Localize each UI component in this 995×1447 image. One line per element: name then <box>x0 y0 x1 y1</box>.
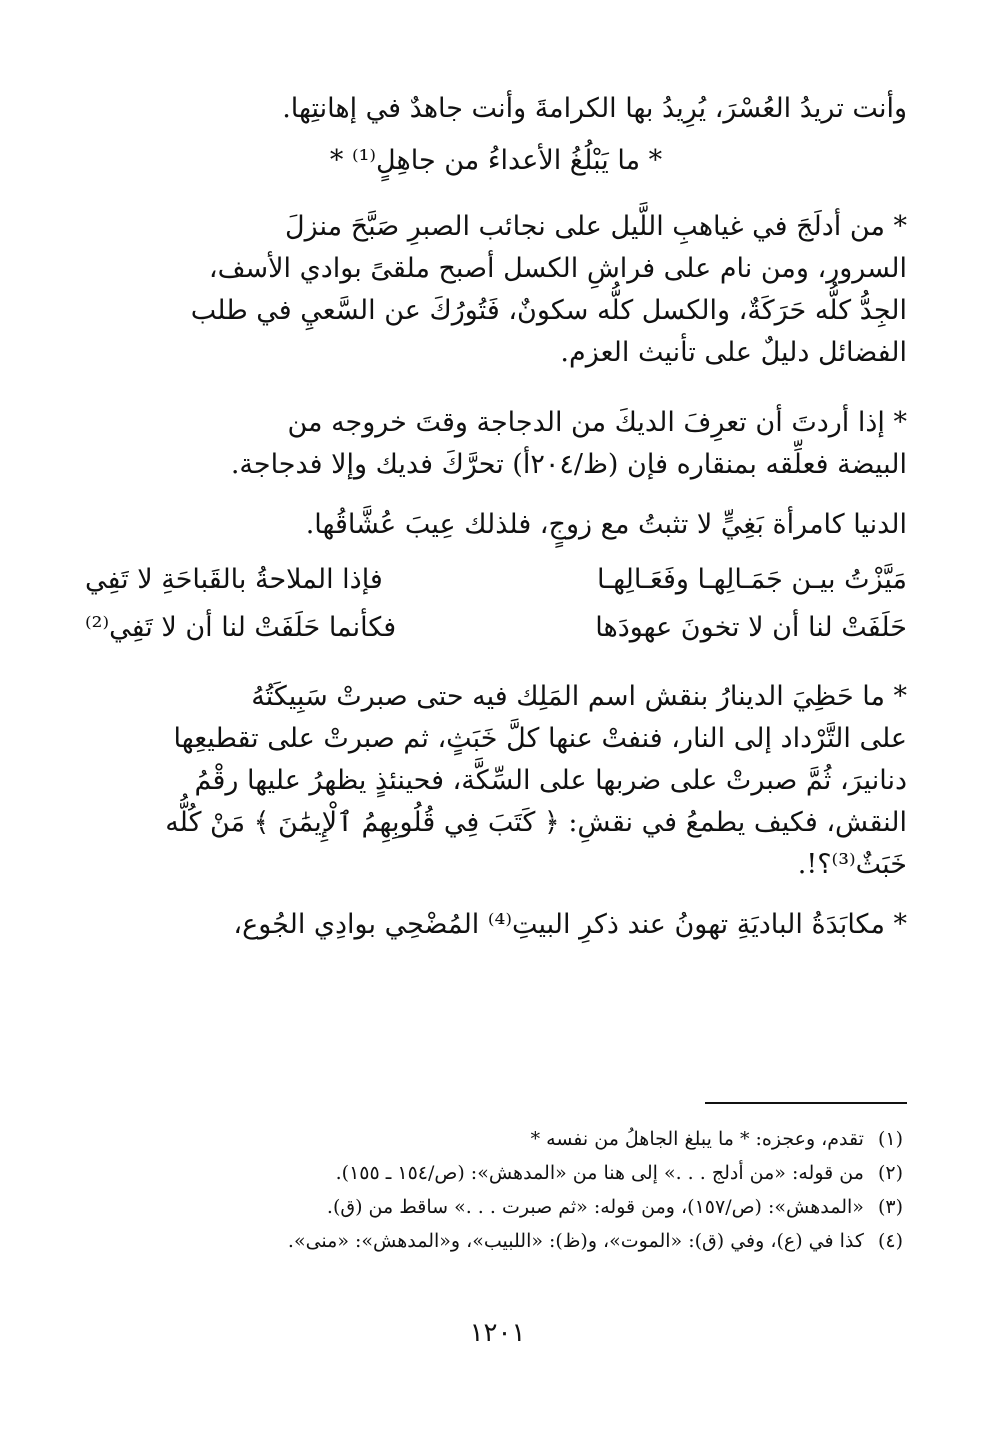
paragraph <box>85 504 907 546</box>
footnote <box>85 1190 903 1224</box>
footnote-number: (٢) <box>877 1162 903 1184</box>
text-line: * ما حَظِيَ الدينارُ بنقش اسم المَلِك فيه حتى صبرتْ سَبِيكَتُهُ <box>251 681 907 712</box>
text-line: وأنت تريدُ العُسْرَ، يُرِيدُ بها الكرامةَ وأنت جاهدٌ في إهانتِها. <box>282 93 907 124</box>
footnote-divider <box>705 1102 907 1104</box>
footnote-number: (٣) <box>877 1196 903 1218</box>
text-line: على التَّرْداد إلى النار، فنفتْ عنها كلَّ خَبَثٍ، ثم صبرتْ على تقطيعِها <box>173 723 907 754</box>
text-line: الجِدُّ كلُّه حَرَكَةٌ، والكسل كلُّه سكونٌ، فَتُورُكَ عن السَّعيِ في طلب <box>190 295 907 326</box>
verse-second-hemistich: فكأنما حَلَفَتْ لنا أن لا تَفِي⁽²⁾ <box>85 612 397 643</box>
poem <box>85 556 907 652</box>
footnote-text: من قوله: «من أدلج . . .» إلى هنا من «المدهش»: (ص/١٥٤ ـ ١٥٥). <box>335 1162 864 1184</box>
footnote-text: كذا في (ع)، وفي (ق): «الموت»، و(ظ): «اللبيب»، و«المدهش»: «منى». <box>287 1230 864 1252</box>
text-line: * مكابَدَةُ الباديَةِ تهونُ عند ذكرِ البيتِ⁽⁴⁾ المُضْحِي بوادِي الجُوع، <box>233 909 907 940</box>
verse <box>85 604 907 652</box>
text-line: النقش، فكيف يطمعُ في نقشِ: ﴿ كَتَبَ فِي قُلُوبِهِمُ ٱلْإِيمَٰنَ ﴾ مَنْ كُلُّه <box>165 807 907 838</box>
verse-first-hemistich: مَيَّزْتُ بيـن جَمَـالِهـا وفَعَـالِهـا <box>597 564 907 595</box>
footnote-text: «المدهش»: (ص/١٥٧)، ومن قوله: «ثم صبرت . . .» ساقط من (ق). <box>326 1196 864 1218</box>
text-line: * من أدلَجَ في غياهبِ اللَّيل على نجائب الصبرِ صَبَّحَ منزلَ <box>284 211 907 242</box>
footnote-text: تقدم، وعجزه: * ما يبلغ الجاهلُ من نفسه * <box>530 1128 864 1150</box>
verse-second-hemistich: فإذا الملاحةُ بالقَباحَةِ لا تَفِي <box>85 564 383 595</box>
text-line: الفضائل دليلٌ على تأنيث العزم. <box>560 337 907 368</box>
footnote <box>85 1122 903 1156</box>
paragraph <box>85 402 907 486</box>
paragraph <box>85 904 907 946</box>
text-line: دنانيرَ، ثُمَّ صبرتْ على ضربها على السِّكَّة، فحينئذٍ يظهرُ عليها رقْمُ <box>194 765 907 796</box>
verse-first-hemistich: حَلَفَتْ لنا أن لا تخونَ عهودَها <box>595 612 907 643</box>
footnote-number: (٤) <box>877 1230 903 1252</box>
text-line: البيضة فعلِّقه بمنقاره فإن (ظ/٢٠٤أ) تحرَّكَ فديك وإلا فدجاجة. <box>230 449 907 480</box>
page-body <box>85 88 907 946</box>
text-line: السرور، ومن نام على فراشِ الكسل أصبح ملقىً بوادي الأسف، <box>208 253 907 284</box>
page-number: ١٢٠١ <box>469 1318 526 1348</box>
paragraph <box>85 676 907 886</box>
footnote <box>85 1156 903 1190</box>
text-line: الدنيا كامرأة بَغِيٍّ لا تثبتُ مع زوجٍ، فلذلك عِيبَ عُشَّاقُها. <box>305 509 907 540</box>
text-line: خَبَثٌ⁽³⁾؟!. <box>797 849 907 880</box>
text-line: * إذا أردتَ أن تعرِفَ الديكَ من الدجاجة وقتَ خروجه من <box>287 407 907 438</box>
footnotes <box>85 1122 903 1258</box>
footnote <box>85 1224 903 1258</box>
footnote-number: (١) <box>877 1128 903 1150</box>
paragraph <box>85 206 907 374</box>
verse <box>85 556 907 604</box>
section-heading: * ما يَبْلُغُ الأعداءُ من جاهِلٍ⁽¹⁾ * <box>329 145 663 176</box>
